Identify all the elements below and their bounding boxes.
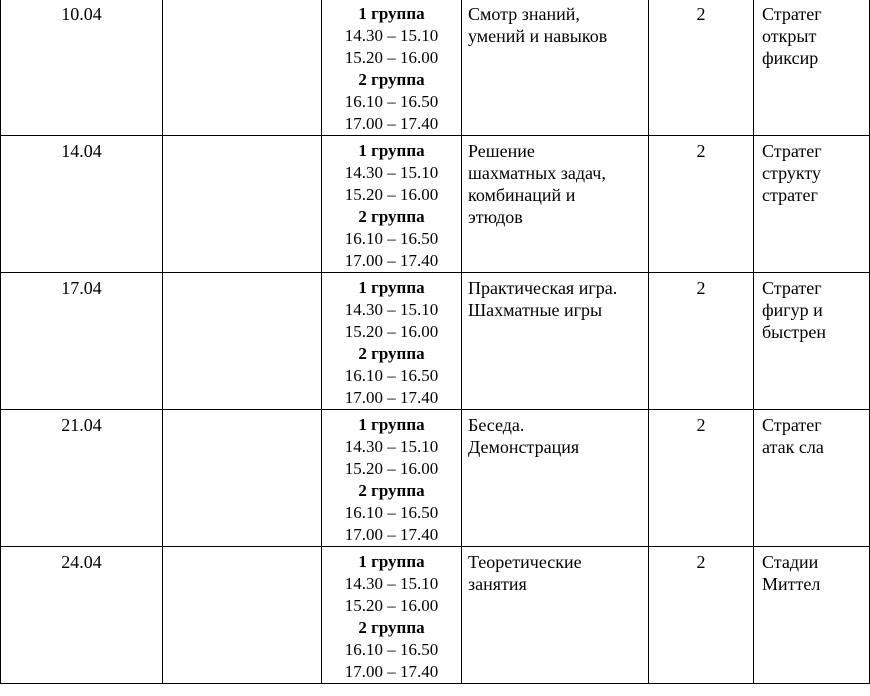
empty-cell — [163, 273, 322, 410]
group-2-label: 2 группа — [358, 618, 425, 637]
schedule-table-body — [1, 0, 870, 684]
strategy-line: Стратег — [762, 4, 822, 24]
time-slot: 14.30 – 15.10 — [344, 163, 439, 182]
strategy-line: Миттел — [762, 574, 821, 594]
date-cell — [1, 136, 163, 273]
date-text: 21.04 — [61, 415, 102, 435]
group-1-label: 1 группа — [358, 552, 425, 571]
empty-cell — [163, 410, 322, 547]
strategy-line: структу — [762, 163, 821, 183]
topic-cell — [462, 136, 649, 273]
empty-cell — [163, 547, 322, 684]
strategy-cell — [754, 547, 870, 684]
topic-cell — [462, 410, 649, 547]
strategy-cell — [754, 136, 870, 273]
group-2-label: 2 группа — [358, 70, 425, 89]
time-slot: 17.00 – 17.40 — [344, 114, 439, 133]
topic-cell — [462, 547, 649, 684]
time-slot: 15.20 – 16.00 — [344, 596, 439, 615]
hours-cell — [649, 273, 754, 410]
group-1-label: 1 группа — [358, 4, 425, 23]
group-1-label: 1 группа — [358, 278, 425, 297]
date-text: 14.04 — [61, 141, 102, 161]
time-slot: 15.20 – 16.00 — [344, 185, 439, 204]
empty-cell — [163, 136, 322, 273]
time-slot: 17.00 – 17.40 — [344, 525, 439, 544]
topic-cell — [462, 0, 649, 136]
time-slot: 15.20 – 16.00 — [344, 48, 439, 67]
topic-line: Шахматные игры — [468, 300, 603, 320]
empty-cell — [163, 0, 322, 136]
date-cell — [1, 547, 163, 684]
strategy-line: стратег — [762, 185, 818, 205]
topic-line: этюдов — [468, 207, 523, 227]
table-row — [1, 547, 870, 684]
date-cell — [1, 410, 163, 547]
time-cell — [322, 273, 462, 410]
topic-cell — [462, 273, 649, 410]
time-slot: 17.00 – 17.40 — [344, 662, 439, 681]
time-slot: 15.20 – 16.00 — [344, 322, 439, 341]
time-cell — [322, 0, 462, 136]
hours-cell — [649, 136, 754, 273]
strategy-line: атак сла — [762, 437, 824, 457]
time-slot: 17.00 – 17.40 — [344, 388, 439, 407]
time-cell — [322, 136, 462, 273]
topic-line: Смотр знаний, — [468, 4, 580, 24]
time-cell — [322, 547, 462, 684]
table-row — [1, 410, 870, 547]
time-slot: 16.10 – 16.50 — [344, 366, 439, 385]
hours-text: 2 — [696, 552, 706, 572]
topic-line: Беседа. — [468, 415, 525, 435]
hours-text: 2 — [696, 4, 706, 24]
group-1-label: 1 группа — [358, 141, 425, 160]
hours-text: 2 — [696, 415, 706, 435]
time-cell — [322, 410, 462, 547]
strategy-line: открыт — [762, 26, 817, 46]
date-cell — [1, 0, 163, 136]
time-slot: 16.10 – 16.50 — [344, 640, 439, 659]
strategy-line: Стадии — [762, 552, 819, 572]
time-slot: 16.10 – 16.50 — [344, 92, 439, 111]
strategy-cell — [754, 273, 870, 410]
topic-line: комбинаций и — [468, 185, 576, 205]
topic-line: Демонстрация — [468, 437, 580, 457]
strategy-cell — [754, 0, 870, 136]
hours-text: 2 — [696, 278, 706, 298]
hours-cell — [649, 410, 754, 547]
strategy-line: Стратег — [762, 415, 822, 435]
time-slot: 15.20 – 16.00 — [344, 459, 439, 478]
topic-line: Теоретические — [468, 552, 582, 572]
topic-line: Практическая игра. — [468, 278, 618, 298]
topic-line: умений и навыков — [468, 26, 608, 46]
date-text: 24.04 — [61, 552, 102, 572]
time-slot: 14.30 – 15.10 — [344, 300, 439, 319]
time-slot: 16.10 – 16.50 — [344, 503, 439, 522]
strategy-line: фиксир — [762, 48, 819, 68]
topic-line: Решение — [468, 141, 535, 161]
hours-cell — [649, 547, 754, 684]
hours-text: 2 — [696, 141, 706, 161]
table-row — [1, 0, 870, 136]
time-slot: 14.30 – 15.10 — [344, 437, 439, 456]
time-slot: 17.00 – 17.40 — [344, 251, 439, 270]
topic-line: шахматных задач, — [468, 163, 606, 183]
group-2-label: 2 группа — [358, 481, 425, 500]
hours-cell — [649, 0, 754, 136]
table-row — [1, 136, 870, 273]
date-text: 10.04 — [61, 4, 102, 24]
time-slot: 14.30 – 15.10 — [344, 574, 439, 593]
strategy-cell — [754, 410, 870, 547]
group-2-label: 2 группа — [358, 207, 425, 226]
strategy-line: Стратег — [762, 141, 822, 161]
date-cell — [1, 273, 163, 410]
strategy-line: Стратег — [762, 278, 822, 298]
group-2-label: 2 группа — [358, 344, 425, 363]
group-1-label: 1 группа — [358, 415, 425, 434]
strategy-line: фигур и — [762, 300, 823, 320]
time-slot: 16.10 – 16.50 — [344, 229, 439, 248]
table-row — [1, 273, 870, 410]
topic-line: занятия — [468, 574, 527, 594]
date-text: 17.04 — [61, 278, 102, 298]
strategy-line: быстрен — [762, 322, 826, 342]
time-slot: 14.30 – 15.10 — [344, 26, 439, 45]
